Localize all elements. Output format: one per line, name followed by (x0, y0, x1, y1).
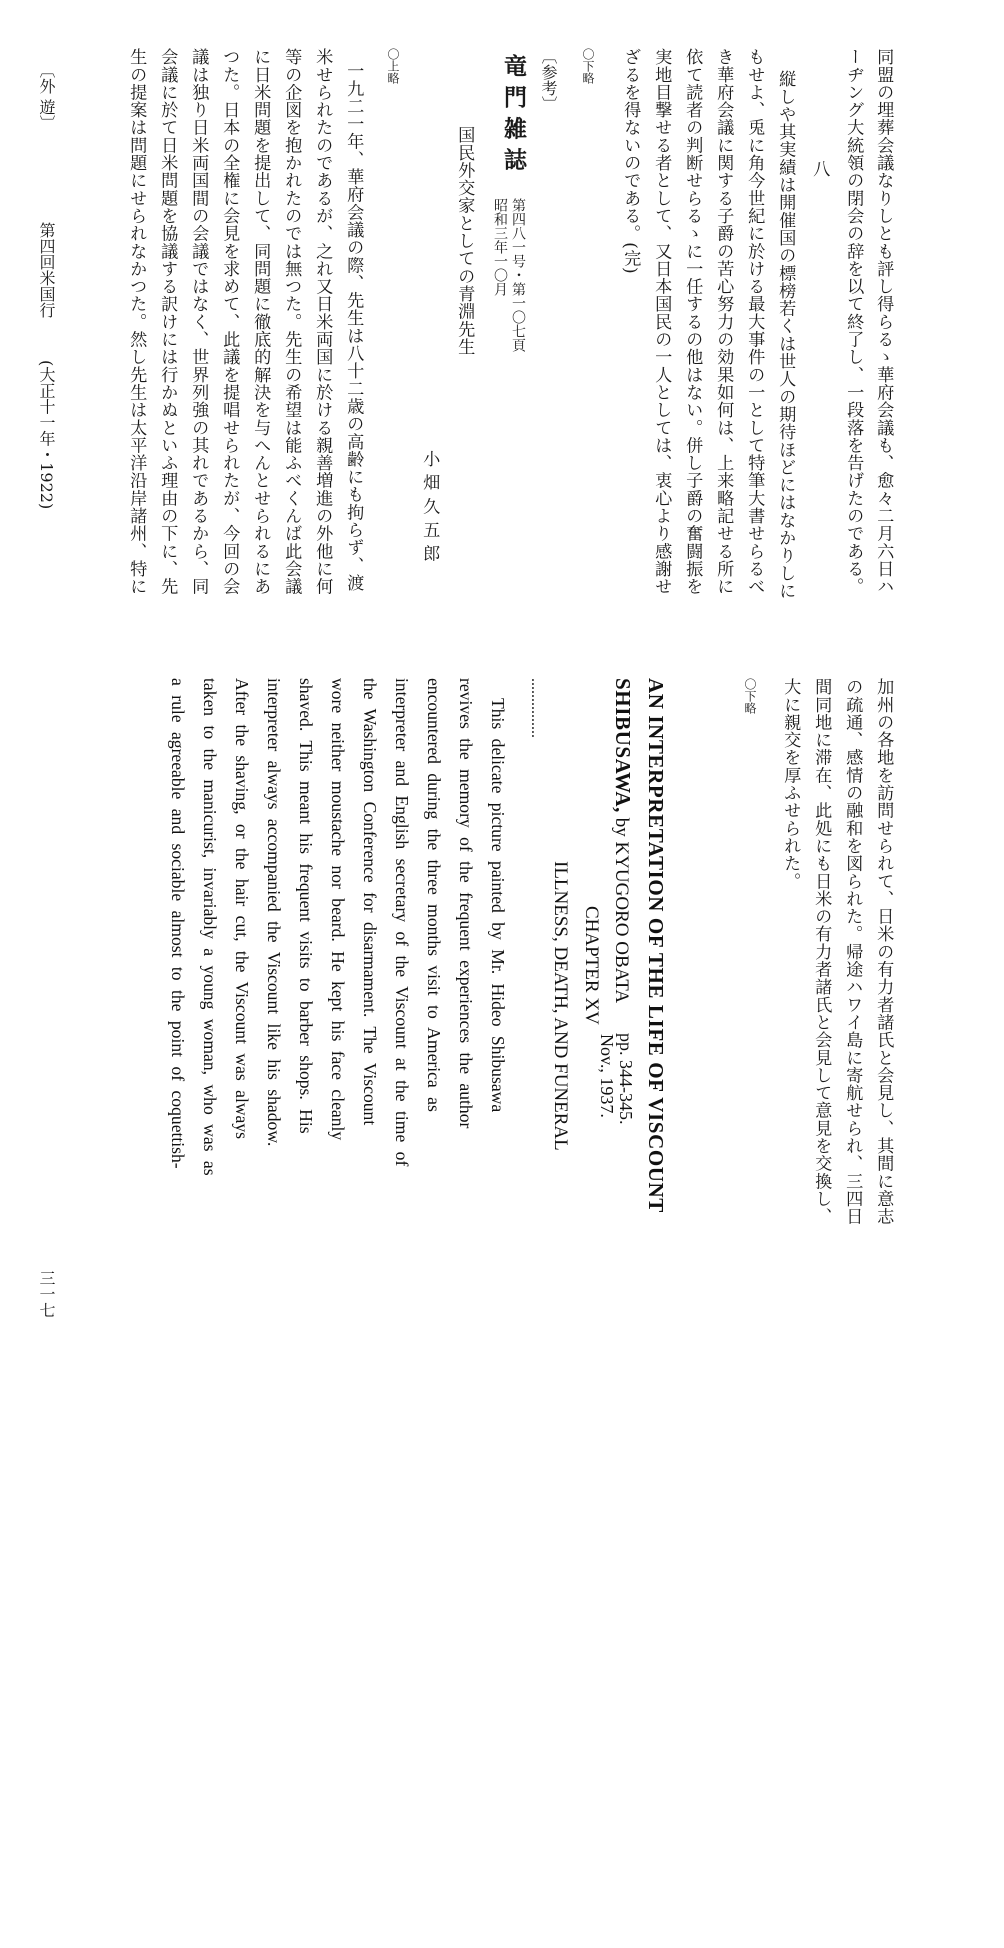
english-excerpt (67, 678, 677, 1948)
text-column: ーヂング大統領の閉会の辞を以て終了し、一段落を告げたのである。 (843, 48, 864, 596)
text-column: 米せられたのであるが、之れ又日米両国に於ける親善増進の外他に何 (312, 48, 333, 596)
text-column: 依て読者の判断せらるゝに一任するの他はない。併し子爵の奮闘振を (682, 48, 703, 596)
english-line: wore neither moustache nor beard. He kept his face cleanly (328, 678, 348, 1141)
text-column: もせよ、兎に角今世紀に於ける最大事件の一として特筆大書せらるべ (744, 48, 765, 596)
english-line: interpreter always accompanied the Viscount like his shadow. (264, 678, 284, 1147)
magazine-issue: 第四八一号・第一〇七頁 (510, 198, 526, 352)
footer-year: (大正十一年・1922) (37, 360, 56, 510)
english-line: revives the memory of the frequent experiences the author (456, 678, 476, 1129)
text-column: 生の提案は問題にせられなかつた。然し先生は太平洋沿岸諸州、特に (126, 48, 147, 596)
english-line: interpreter and English secretary of the Viscount at the time of (392, 678, 412, 1167)
omission-mark: 〇下略 (581, 48, 595, 84)
english-line: shaved. This meant his frequent visits to barber shops. His (296, 678, 316, 1134)
english-heading-name: SHIBUSAWA, (611, 678, 635, 813)
text-column: 実地目撃せる者として、又日本国民の一人としては、衷心より感謝せ (651, 48, 672, 596)
text-column: に日米問題を提出して、同問題に徹底的解決を与へんとせられるにあ (250, 48, 271, 596)
english-line: a rule agreeable and sociable almost to the point of coquettish- (168, 678, 188, 1169)
magazine-title: 竜 門 雑 誌 (500, 54, 527, 171)
chapter-number: CHAPTER XV (581, 906, 602, 1025)
omission-mark: 〇上略 (386, 48, 400, 84)
english-date: Nov., 1937. (597, 1034, 617, 1118)
text-column: 議は独り日米両国間の会議ではなく、世界列強の其れであるから、同 (188, 48, 209, 596)
text-column: 間同地に滞在、此処にも日米の有力者諸氏と会見して意見を交換し、 (811, 678, 832, 1226)
omission-mark: 〇下略 (743, 678, 757, 714)
text-column: 縦しや其実績は開催国の標榜若くは世人の期待ほどにはなかりしに (775, 70, 796, 600)
section-number: 八 (809, 160, 830, 178)
english-line: encountered during the three months visit to America as (424, 678, 444, 1112)
english-heading-author: by KYUGORO OBATA (611, 812, 632, 1004)
text-column: つた。日本の全権に会見を求めて、此議を提唱せられたが、今回の会 (219, 48, 240, 596)
text-column: 会議に於て日米問題を協議する訳けには行かぬといふ理由の下に、先 (157, 48, 178, 596)
article-title: 国民外交家としての青淵先生 (454, 126, 475, 356)
reference-label: 〔参考〕 (539, 48, 558, 112)
text-column: 大に親交を厚ふせられた。 (780, 678, 801, 890)
text-column: 一九二一年、華府会議の際、先生は八十二歳の高齢にも拘らず、渡 (343, 62, 364, 592)
footer-section: 第四回米国行 (37, 222, 56, 318)
english-heading-line2 (610, 678, 635, 1003)
chapter-title: ILLNESS, DEATH, AND FUNERAL (550, 861, 571, 1151)
footer-category: 〔外 遊〕 (37, 62, 56, 132)
english-line: taken to the manicurist, invariably a young woman, who was as (200, 678, 220, 1176)
english-line: This delicate picture painted by Mr. Hideo Shibusawa (488, 698, 508, 1113)
magazine-date: 昭和三年一〇月 (492, 198, 508, 296)
english-heading: AN INTERPRETATION OF THE LIFE OF VISCOUNT (644, 678, 668, 1213)
article-author: 小 畑 久 五 郎 (419, 450, 440, 562)
text-column: き華府会議に関する子爵の苦心努力の効果如何は、上来略記せる所に (713, 48, 734, 596)
text-column: 加州の各地を訪問せられて、日米の有力者諸氏と会見し、其間に意志 (873, 678, 894, 1226)
page-number: 三一七 (37, 1270, 56, 1318)
text-column: 等の企図を抱かれたのでは無つた。先生の希望は能ふべくんば此会議 (281, 48, 302, 596)
text-column: ざるを得ないのである。(完) (620, 48, 641, 275)
english-pages: pp. 344-345. (616, 1033, 636, 1125)
text-column: 同盟の埋葬会議なりしとも評し得らるゝ華府会議も、愈々二月六日ハ (873, 48, 894, 596)
english-line: the Washington Conference for disarmament. The Viscount (360, 678, 380, 1126)
english-line: After the shaving, or the hair cut, the Viscount was always (232, 678, 252, 1139)
text-column: の疏通、感情の融和を図られた。帰途ハワイ島に寄航せられ、三四日 (842, 678, 863, 1226)
separator-dots: ............... (528, 678, 545, 738)
